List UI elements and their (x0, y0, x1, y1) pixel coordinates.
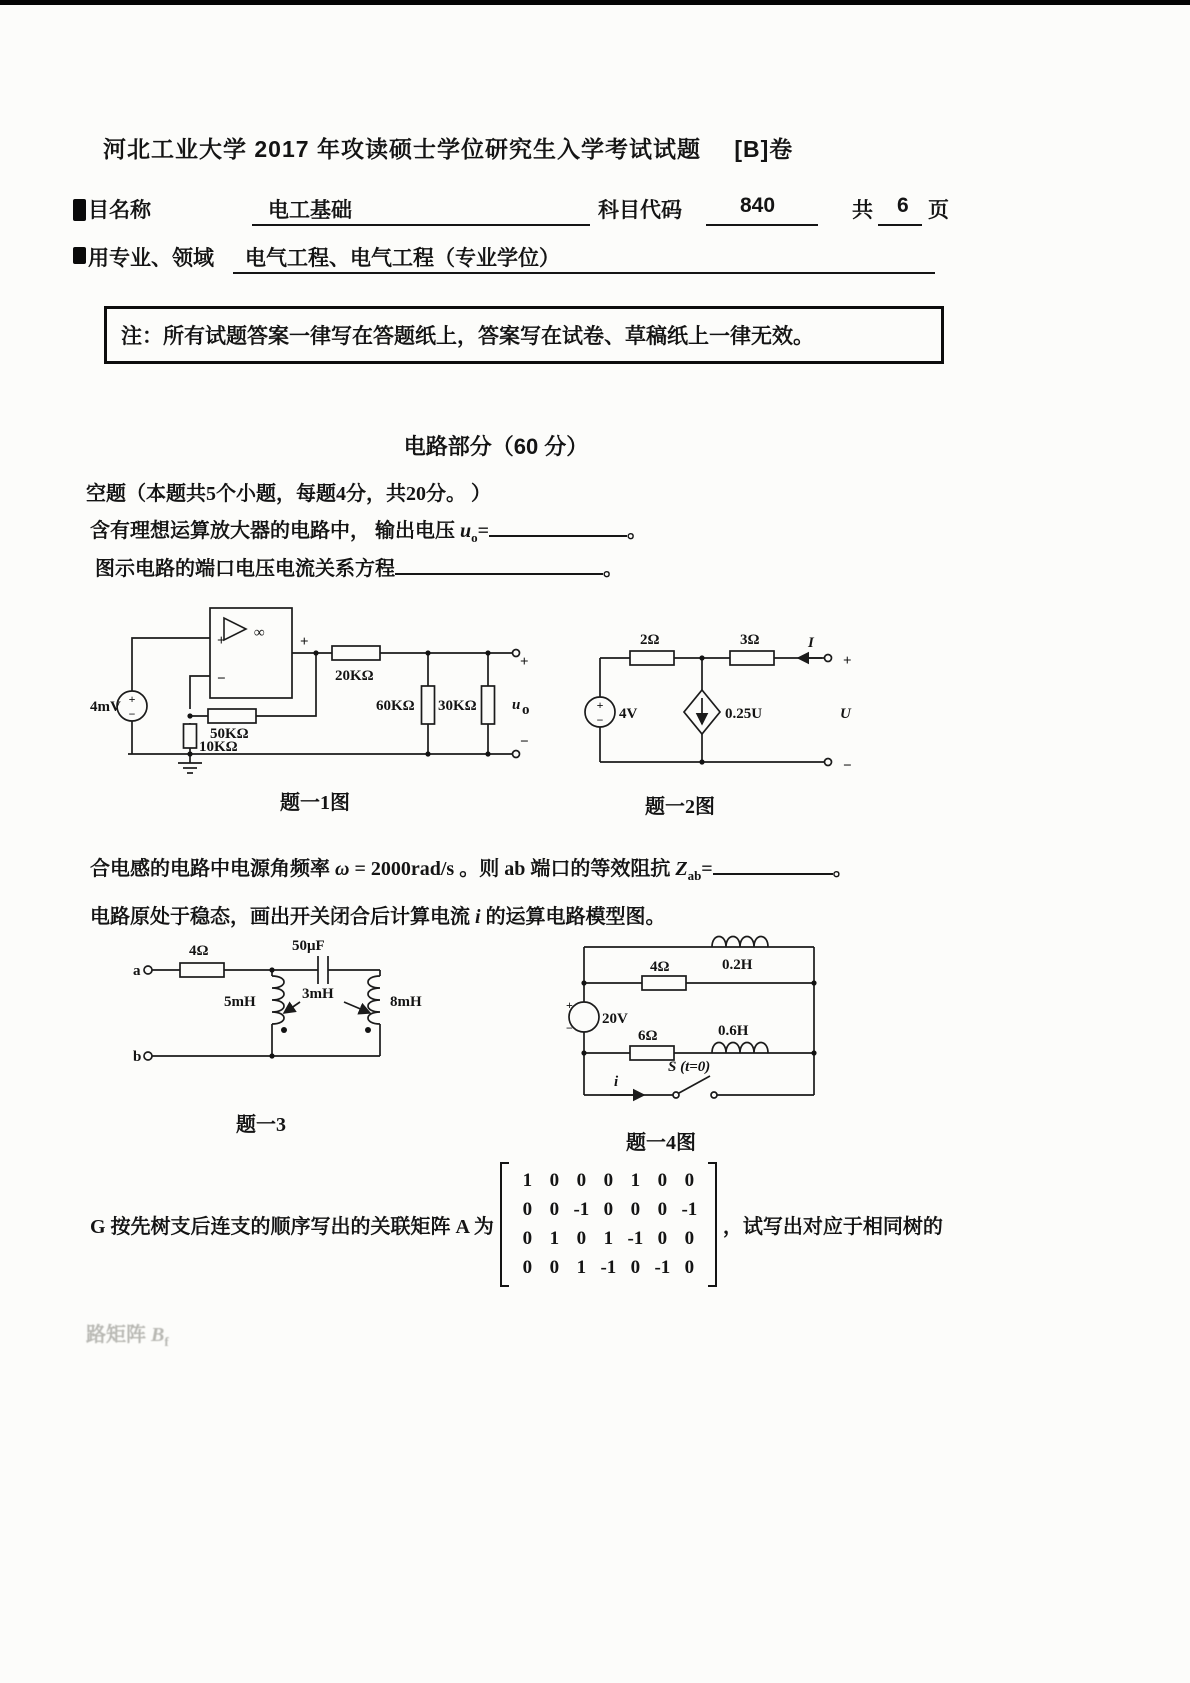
fig2-source-label: 4V (619, 706, 638, 722)
switch-label: S (t=0) (668, 1059, 711, 1075)
major-underline (233, 242, 935, 274)
q3-impedance-subscript: ab (687, 868, 702, 883)
inductor-5mh-label: 5mH (224, 994, 256, 1010)
q3-text: 合电感的电路中电源角频率 (90, 858, 335, 880)
port-current-label: I (808, 635, 814, 651)
ground-icon (178, 754, 202, 773)
resistor-2ohm (630, 651, 674, 665)
capacitor-50uf (318, 956, 328, 984)
major-value: 电气工程、电气工程（专业学位） (245, 247, 560, 270)
q5-pre-text: G 按先树支后连支的顺序写出的关联矩阵 A 为 (90, 1216, 494, 1238)
port-minus-sign: − (843, 758, 852, 774)
terminal-b (144, 1052, 152, 1060)
mutual-arrow-left (284, 1002, 300, 1013)
q3-equals: = (701, 858, 713, 880)
q1-subscript: o (471, 530, 478, 545)
q3-period: 。 (832, 858, 853, 880)
fig1-output-port (512, 650, 530, 758)
subject-code-value: 840 (740, 194, 776, 217)
incidence-matrix-grid (509, 1162, 708, 1287)
resistor-4ohm-label: 4Ω (189, 943, 209, 959)
resistor-20k (332, 646, 380, 660)
q3-frequency: = 2000rad/s (349, 858, 455, 880)
matrix-cell: 0 (657, 1170, 668, 1191)
scan-artifact (73, 247, 86, 264)
coupling-dots (281, 1027, 371, 1033)
q4-post-text: 的运算电路模型图。 (480, 906, 666, 928)
matrix-cell: 0 (522, 1199, 533, 1220)
matrix-left-bracket (500, 1162, 509, 1287)
output-plus-sign: + (520, 654, 529, 670)
q2-period: 。 (603, 558, 623, 580)
matrix-cell: 0 (630, 1199, 641, 1220)
subject-name-value: 电工基础 (268, 199, 352, 222)
scan-top-edge (0, 0, 1190, 5)
matrix-cell: 0 (576, 1228, 587, 1249)
inductor-8mh (368, 976, 380, 1024)
question-2 (95, 552, 623, 581)
q4-text: 电路原处于稳态，画出开关闭合后计算电流 (90, 906, 475, 928)
matrix-cell: -1 (573, 1199, 590, 1220)
resistor-30k-label: 30KΩ (438, 698, 477, 714)
question-3 (90, 852, 853, 884)
matrix-cell: 1 (603, 1228, 614, 1249)
figure-1-opamp-circuit (88, 596, 533, 786)
subject-name-label: 目名称 (88, 199, 151, 222)
inductor-8mh-label: 8mH (390, 994, 422, 1010)
subject-code-label: 科目代码 (598, 199, 682, 222)
resistor-4ohm-fig4 (642, 976, 686, 990)
matrix-cell: 0 (630, 1257, 641, 1278)
q1-equals: = (477, 520, 490, 542)
loop-matrix-tail (86, 1318, 169, 1350)
fig4-source-label: 20V (602, 1011, 628, 1027)
question-5 (90, 1162, 943, 1287)
figure-3-coupled-inductor-circuit (132, 938, 472, 1088)
matrix-cell: 0 (603, 1170, 614, 1191)
resistor-10k-label: 10KΩ (199, 739, 238, 755)
q2-answer-blank (395, 555, 603, 575)
fig2-port-terminals (825, 655, 832, 766)
fig2-source-plus-sign: + (596, 698, 604, 712)
paper-title-row (103, 131, 793, 164)
matrix-right-bracket (708, 1162, 717, 1287)
q3-impedance-variable: Z (675, 858, 688, 880)
matrix-cell: 1 (630, 1170, 641, 1191)
matrix-cell: 0 (657, 1199, 668, 1220)
fig4-source-plus-sign: + (566, 998, 573, 1012)
resistor-4ohm (180, 963, 224, 977)
output-voltage-label: u (512, 697, 521, 713)
dependent-source-label: 0.25U (725, 706, 763, 722)
dependent-source (684, 690, 720, 734)
matrix-cell: 0 (684, 1257, 695, 1278)
matrix-cell: -1 (681, 1199, 698, 1220)
loop-matrix-variable: B (151, 1324, 165, 1346)
matrix-cell: -1 (600, 1257, 617, 1278)
matrix-cell: 1 (522, 1170, 533, 1191)
resistor-6ohm-label: 6Ω (638, 1028, 658, 1044)
matrix-cell: 0 (603, 1199, 614, 1220)
loop-matrix-label: 路矩阵 (86, 1324, 151, 1346)
opamp-inv-input-label: − (217, 671, 226, 687)
fig3-caption: 题一3 (236, 1114, 286, 1136)
matrix-cell: 0 (576, 1170, 587, 1191)
q1-text: 含有理想运算放大器的电路中， 输出电压 (90, 520, 460, 542)
resistor-4ohm-fig4-label: 4Ω (650, 959, 670, 975)
opamp-output-plus-label: + (300, 634, 309, 650)
resistor-20k-label: 20KΩ (335, 668, 374, 684)
resistor-3ohm (730, 651, 774, 665)
fig4-caption: 题一4图 (626, 1132, 696, 1154)
section-title: 电路部分（60 分） (403, 434, 589, 459)
current-label: i (614, 1074, 619, 1090)
q3-omega: ω (335, 858, 350, 880)
voltage-source-20v (569, 1002, 599, 1032)
opamp-infinity-label: ∞ (254, 625, 265, 641)
mutual-arrow-right (344, 1002, 370, 1013)
matrix-cell: 0 (684, 1170, 695, 1191)
resistor-60k (422, 686, 435, 724)
fig2-caption: 题一2图 (645, 796, 715, 818)
resistor-2ohm-label: 2Ω (640, 632, 660, 648)
terminal-a-label: a (133, 963, 141, 979)
fig1-source-minus-sign: − (128, 707, 136, 721)
q5-post-text: ，试写出对应于相同树的 (722, 1216, 943, 1238)
fig1-source-label: 4mV (90, 699, 121, 715)
terminal-b-label: b (133, 1049, 142, 1065)
question-1 (90, 514, 647, 546)
inductor-06h-label: 0.6H (718, 1023, 749, 1039)
output-minus-sign: − (520, 734, 529, 750)
subject-name-underline (252, 194, 590, 226)
incidence-matrix (500, 1162, 717, 1287)
matrix-cell: -1 (627, 1228, 644, 1249)
figure-4-transient-circuit (552, 925, 852, 1120)
notice-box (104, 306, 944, 364)
port-voltage-label: U (840, 706, 851, 722)
matrix-cell: 0 (549, 1170, 560, 1191)
resistor-10k (184, 724, 197, 748)
inductor-06h (712, 1043, 768, 1054)
pages-total-label: 共 (852, 199, 873, 222)
paper-version-badge: [B]卷 (734, 136, 794, 162)
matrix-cell: -1 (654, 1257, 671, 1278)
q1-variable: u (460, 520, 472, 542)
output-voltage-subscript: o (522, 702, 530, 718)
fig3-wires (152, 970, 380, 1056)
q1-answer-blank (489, 517, 627, 537)
resistor-6ohm (630, 1046, 674, 1060)
matrix-cell: 0 (657, 1228, 668, 1249)
fig1-caption: 题一1图 (280, 792, 350, 814)
pages-total-underline (878, 194, 922, 226)
q3-mid-text: 。则 ab 端口的等效阻抗 (454, 858, 676, 880)
pages-total-value: 6 (897, 194, 909, 217)
port-plus-sign: + (843, 653, 852, 669)
matrix-cell: 0 (522, 1257, 533, 1278)
fig2-source-minus-sign: − (596, 713, 604, 727)
loop-matrix-subscript: f (164, 1334, 169, 1349)
question-intro: 空题（本题共5个小题，每题4分，共20分。 ） (86, 483, 491, 505)
q2-text: 图示电路的端口电压电流关系方程 (95, 558, 395, 580)
q3-answer-blank (713, 855, 833, 875)
resistor-60k-label: 60KΩ (376, 698, 415, 714)
major-label: 用专业、领域 (88, 247, 214, 270)
resistor-50k (208, 709, 256, 723)
inductor-02h-label: 0.2H (722, 957, 753, 973)
fig4-source-minus-sign: − (566, 1021, 573, 1035)
notice-text: 注：所有试题答案一律写在答题纸上，答案写在试卷、草稿纸上一律无效。 (121, 325, 814, 348)
paper-title: 河北工业大学 2017 年攻读硕士学位研究生入学考试试题 (103, 136, 701, 162)
matrix-cell: 1 (576, 1257, 587, 1278)
figure-2-dependent-source-circuit (572, 630, 862, 785)
q4-current-variable: i (475, 906, 481, 928)
matrix-cell: 0 (549, 1257, 560, 1278)
q1-period: 。 (627, 520, 648, 542)
fig1-source-plus-sign: + (128, 692, 136, 706)
mutual-inductance-label: 3mH (302, 986, 334, 1002)
opamp (210, 608, 292, 698)
matrix-cell: 1 (549, 1228, 560, 1249)
inductor-5mh (272, 976, 284, 1024)
inductor-02h (712, 937, 768, 948)
resistor-30k (482, 686, 495, 724)
resistor-50k-label: 50KΩ (210, 726, 249, 742)
switch (673, 1076, 717, 1098)
capacitor-50uf-label: 50μF (292, 938, 325, 954)
pages-unit-label: 页 (928, 199, 949, 222)
scan-artifact (73, 199, 86, 221)
terminal-a (144, 966, 152, 974)
matrix-cell: 0 (549, 1199, 560, 1220)
resistor-3ohm-label: 3Ω (740, 632, 760, 648)
subject-code-underline (706, 194, 818, 226)
matrix-cell: 0 (522, 1228, 533, 1249)
matrix-cell: 0 (684, 1228, 695, 1249)
opamp-noninv-input-label: + (217, 633, 226, 649)
